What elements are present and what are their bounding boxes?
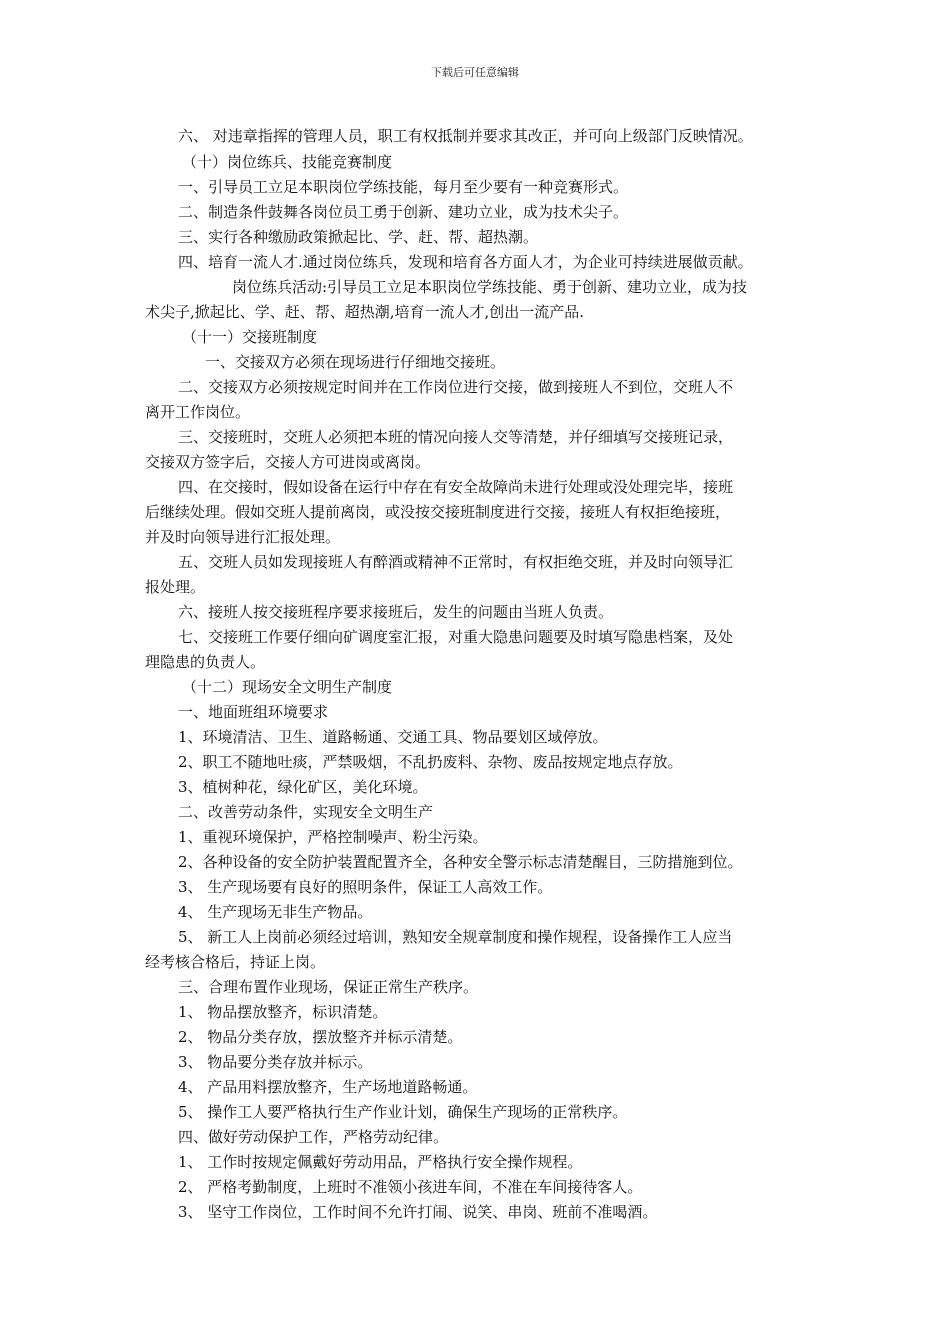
- text-line: 一、交接双方必须在现场进行仔细地交接班。: [205, 353, 506, 371]
- text-line: 六、 对违章指挥的管理人员，职工有权抵制并要求其改正，并可向上级部门反映情况。: [178, 127, 753, 145]
- text-line: 五、交班人员如发现接班人有醉酒或精神不正常时，有权拒绝交班，并及时向领导汇: [178, 553, 734, 571]
- text-line: 2、各种设备的安全防护装置配置齐全，各种安全警示标志清楚醒目，三防措施到位。: [178, 853, 743, 871]
- page-header: 下载后可任意编辑: [431, 66, 519, 79]
- text-line: 4、 产品用料摆放整齐，生产场地道路畅通。: [178, 1078, 478, 1096]
- text-line: 1、环境清洁、卫生、道路畅通、交通工具、物品要划区域停放。: [178, 728, 608, 746]
- text-line: 5、 操作工人要严格执行生产作业计划，确保生产现场的正常秩序。: [178, 1103, 628, 1121]
- text-line: 一、地面班组环境要求: [178, 703, 329, 721]
- text-line: 三、实行各种缴励政策掀起比、学、赶、帮、超热潮。: [178, 228, 539, 246]
- text-line: 经考核合格后，持证上岗。: [145, 953, 326, 971]
- text-line: 交接双方签字后，交接人方可进岗或离岗。: [145, 453, 431, 471]
- text-line: 2、 物品分类存放，摆放整齐并标示清楚。: [178, 1028, 463, 1046]
- text-line: 理隐患的负责人。: [145, 653, 266, 671]
- text-line: 四、培育一流人才.通过岗位练兵，发现和培育各方面人才，为企业可持续进展做贡献。: [178, 253, 753, 271]
- text-line: 后继续处理。假如交班人提前离岗，或没按交接班制度进行交接，接班人有权拒绝接班，: [145, 503, 731, 521]
- text-line: 三、交接班时，交班人必须把本班的情况向接人交等清楚，并仔细填写交接班记录，: [178, 428, 734, 446]
- text-line: 三、合理布置作业现场，保证正常生产秩序。: [178, 978, 479, 996]
- text-line: 四、做好劳动保护工作，严格劳动纪律。: [178, 1128, 449, 1146]
- text-line: 四、在交接时，假如设备在运行中存在有安全故障尚未进行处理或没处理完毕，接班: [178, 478, 734, 496]
- text-line: 3、 生产现场要有良好的照明条件，保证工人高效工作。: [178, 878, 553, 896]
- text-line: 报处理。: [145, 578, 206, 596]
- text-line: 2、职工不随地吐痰，严禁吸烟，不乱扔废料、杂物、废品按规定地点存放。: [178, 753, 683, 771]
- text-line: 二、制造条件鼓舞各岗位员工勇于创新、建功立业，成为技术尖子。: [178, 203, 629, 221]
- text-line: 术尖子,掀起比、学、赶、帮、超热潮,培育一流人才,创出一流产品.: [145, 303, 585, 321]
- text-line: 1、 工作时按规定佩戴好劳动用品，严格执行安全操作规程。: [178, 1153, 583, 1171]
- text-line: 1、 物品摆放整齐，标识清楚。: [178, 1003, 388, 1021]
- text-line: 六、接班人按交接班程序要求接班后，发生的问题由当班人负责。: [178, 603, 614, 621]
- text-line: 二、交接双方必须按规定时间并在工作岗位进行交接，做到接班人不到位，交班人不: [178, 378, 734, 396]
- text-line: 3、 物品要分类存放并标示。: [178, 1053, 373, 1071]
- text-line: 二、改善劳动条件，实现安全文明生产: [178, 803, 434, 821]
- text-line: 离开工作岗位。: [145, 403, 251, 421]
- text-line: 3、植树种花，绿化矿区，美化环境。: [178, 778, 428, 796]
- text-line: （十一）交接班制度: [182, 328, 318, 346]
- text-line: （十二）现场安全文明生产制度: [182, 678, 393, 696]
- text-line: 岗位练兵活动:引导员工立足本职岗位学练技能、勇于创新、建功立业，成为技: [232, 278, 748, 296]
- text-line: 3、 坚守工作岗位，工作时间不允许打闹、说笑、串岗、班前不准喝酒。: [178, 1203, 658, 1221]
- text-line: （十）岗位练兵、技能竞赛制度: [182, 153, 393, 171]
- text-line: 2、 严格考勤制度，上班时不准领小孩进车间，不准在车间接待客人。: [178, 1178, 643, 1196]
- text-line: 4、 生产现场无非生产物品。: [178, 903, 373, 921]
- text-line: 5、 新工人上岗前必须经过培训，熟知安全规章制度和操作规程，设备操作工人应当: [178, 928, 733, 946]
- text-line: 1、重视环境保护，严格控制噪声、粉尘污染。: [178, 828, 488, 846]
- text-line: 并及时向领导进行汇报处理。: [145, 528, 341, 546]
- text-line: 七、交接班工作要仔细向矿调度室汇报，对重大隐患问题要及时填写隐患档案，及处: [178, 628, 734, 646]
- text-line: 一、引导员工立足本职岗位学练技能，每月至少要有一种竞赛形式。: [178, 178, 629, 196]
